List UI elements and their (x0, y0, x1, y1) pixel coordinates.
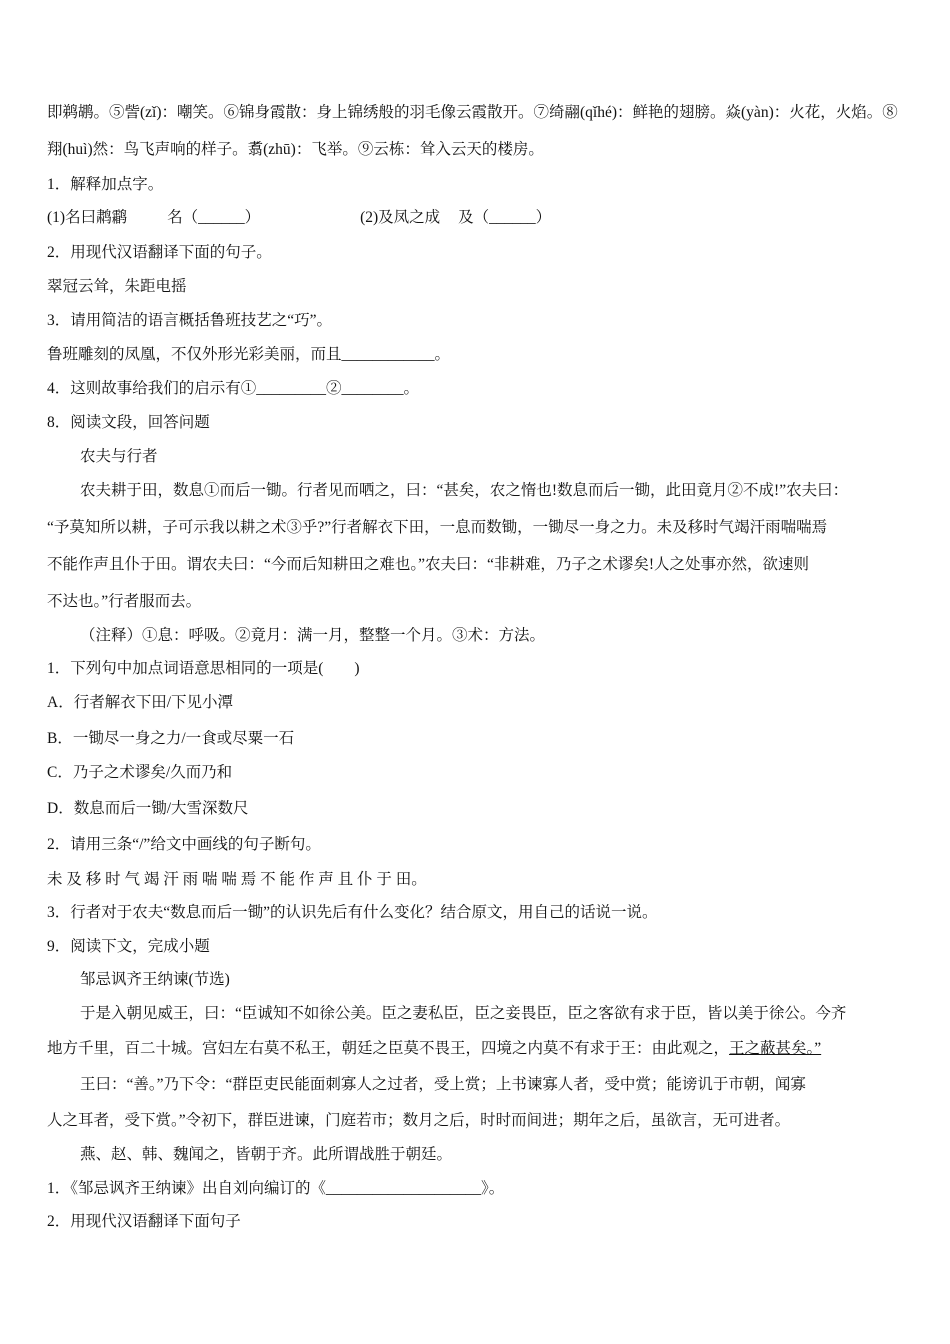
answer-blank: 名（______） (167, 209, 261, 226)
question-heading: 2．用现代汉语翻译下面句子 (47, 1213, 241, 1230)
section-heading: 9．阅读下文，完成小题 (47, 938, 210, 955)
passage-line: 于是入朝见威王，曰：“臣诚知不如徐公美。臣之妻私臣，臣之妾畏臣，臣之客欲有求于臣，皆以美于徐公。今齐 (80, 1005, 847, 1022)
question-heading: 3．行者对于农夫“数息而后一锄”的认识先后有什么变化？结合原文，用自己的话说一说。 (47, 904, 658, 921)
item-text: (1)名曰鹔鹴 (47, 209, 128, 226)
option-b: B．一锄尽一身之力/一食或尽粟一石 (47, 730, 295, 747)
option-a: A．行者解衣下田/下见小潭 (47, 694, 234, 711)
annotation-line: 翔(huì)然：鸟飞声响的样子。翥(zhū)：飞举。⑨云栋：耸入云天的楼房。 (47, 141, 544, 158)
passage-notes: （注释）①息：呼吸。②竟月：满一月，整整一个月。③术：方法。 (80, 627, 546, 644)
question-text: 未 及 移 时 气 竭 汗 雨 喘 喘 焉 不 能 作 声 且 仆 于 田。 (47, 871, 427, 888)
question-heading: 3．请用简洁的语言概括鲁班技艺之“巧”。 (47, 312, 333, 329)
passage-text: 地方千里，百二十城。宫妇左右莫不私王，朝廷之臣莫不畏王，四境之内莫不有求于王：由此观之， (47, 1040, 730, 1057)
item-text: (2)及凤之成 (360, 209, 441, 226)
passage-line: “予莫知所以耕，子可示我以耕之术③乎?”行者解衣下田，一息而数锄，一锄尽一身之力。未及移时气竭汗雨喘喘焉 (47, 519, 828, 536)
question-heading: 1．解释加点字。 (47, 176, 164, 193)
underlined-sentence: 王之蔽甚矣。” (729, 1040, 822, 1057)
question-heading: 2．请用三条“/”给文中画线的句子断句。 (47, 836, 321, 853)
passage-line (47, 1039, 821, 1059)
passage-line: 王曰：“善。”乃下令：“群臣吏民能面刺寡人之过者，受上赏；上书谏寡人者，受中赏；能谤讥于市朝，闻寡 (80, 1076, 806, 1093)
passage-line: 人之耳者，受下赏。”令初下，群臣进谏，门庭若市；数月之后，时时而间进；期年之后，虽欲言，无可进者。 (47, 1112, 791, 1129)
option-c: C．乃子之术谬矣/久而乃和 (47, 764, 233, 781)
question-text: 鲁班雕刻的凤凰，不仅外形光彩美丽，而且____________。 (47, 346, 451, 363)
question-item (47, 208, 551, 228)
question-heading: 4．这则故事给我们的启示有①_________②________。 (47, 380, 420, 397)
passage-line: 农夫耕于田，数息①而后一锄。行者见而哂之，曰：“甚矣，农之惰也!数息而后一锄，此田竟月②不成!”农夫曰： (80, 482, 849, 499)
annotation-line: 即鹈鹕。⑤訾(zǐ)：嘲笑。⑥锦身霞散：身上锦绣般的羽毛像云霞散开。⑦绮翮(qǐhé)：鲜艳的翅膀。焱(yàn)：火花，火焰。⑧ (47, 104, 898, 121)
passage-line: 不能作声且仆于田。谓农夫曰：“今而后知耕田之难也。”农夫曰：“非耕难，乃子之术谬矣!人之处事亦然，欲速则 (47, 556, 810, 573)
passage-line: 不达也。”行者服而去。 (47, 593, 202, 610)
section-heading: 8．阅读文段，回答问题 (47, 414, 210, 431)
question-heading: 1．《邹忌讽齐王纳谏》出自刘向编订的《____________________》。 (47, 1180, 505, 1197)
question-heading: 2．用现代汉语翻译下面的句子。 (47, 244, 272, 261)
passage-title: 农夫与行者 (80, 448, 158, 465)
question-heading: 1．下列句中加点词语意思相同的一项是( ) (47, 660, 360, 677)
question-text: 翠冠云耸，朱距电摇 (47, 278, 187, 295)
passage-title: 邹忌讽齐王纳谏(节选) (80, 971, 230, 988)
option-d: D．数息而后一锄/大雪深数尺 (47, 800, 249, 817)
passage-line: 燕、赵、韩、魏闻之，皆朝于齐。此所谓战胜于朝廷。 (80, 1146, 453, 1163)
answer-blank: 及（______） (458, 209, 552, 226)
